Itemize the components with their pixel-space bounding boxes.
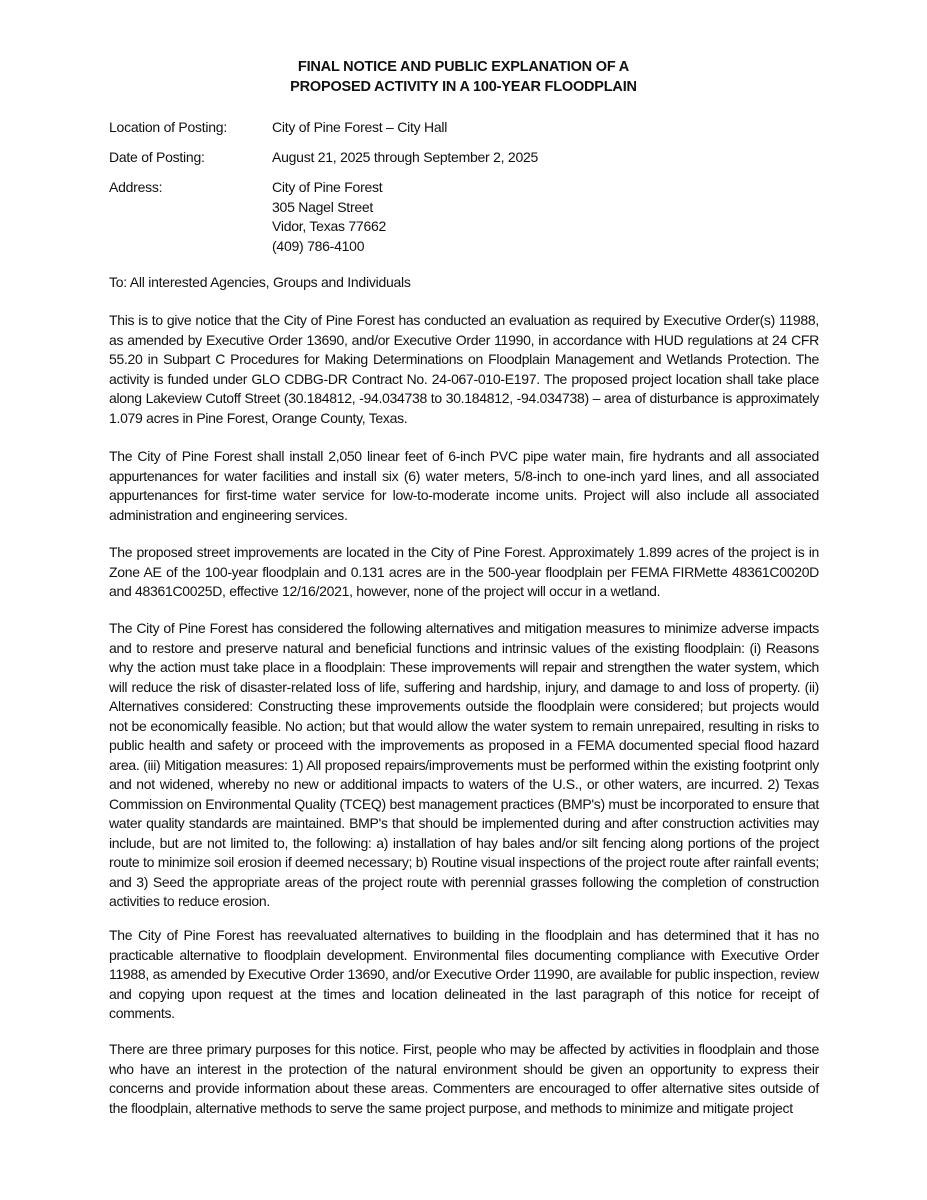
paragraph-evaluation: This is to give notice that the City of Pine Forest has conducted an evaluation as required by Executive Order(s) 11988, as amended by Executive Order 13690, and/or Executive Order 11990, in accordance with HUD regulations at 24 CFR 55.20 in Subpart C Procedures for Making Determinations on Floodplain Management and Wetlands Protection. The activity is funded under GLO CDBG-DR Contract No. 24-067-010-E197. The proposed project location shall take place along Lakeview Cutoff Street (30.184812, -94.034738 to 30.184812, -94.034738) – area of disturbance is approximately 1.079 acres in Pine Forest, Orange County, Texas. <box>109 312 819 426</box>
address-line-city: Vidor, Texas 77662 <box>272 218 387 234</box>
location-label: Location of Posting: <box>109 119 227 135</box>
paragraph-reevaluation: The City of Pine Forest has reevaluated alternatives to building in the floodplain and has determined that it has no practicable alternative to floodplain development. Environmental files documenting compliance with Executive Order 11988, as amended by Executive Order 13690, and/or Executive Order 11990, are available for public inspection, review and copying upon request at the times and location delineated in the last paragraph of this notice for receipt of comments. <box>109 927 819 1021</box>
recipients-line: To: All interested Agencies, Groups and Individuals <box>109 274 411 290</box>
paragraph-floodplain-location: The proposed street improvements are located in the City of Pine Forest. Approximately 1.899 acres of the project is in Zone AE of the 100-year floodplain and 0.131 acres are in the 500-year floodplain per FEMA FIRMette 48361C0020D and 48361C0025D, effective 12/16/2021, however, none of the project will occur in a wetland. <box>109 544 819 599</box>
address-block <box>272 178 832 256</box>
location-value: City of Pine Forest – City Hall <box>272 119 448 135</box>
address-label: Address: <box>109 179 163 195</box>
paragraph-purposes: There are three primary purposes for this notice. First, people who may be affected by activities in floodplain and those who have an interest in the protection of the natural environment should be given an opportunity to express their concerns and provide information about these areas. Commenters are encouraged to offer alternative sites outside of the floodplain, alternative methods to serve the same project purpose, and methods to minimize and mitigate project <box>109 1041 819 1116</box>
address-line-street: 305 Nagel Street <box>272 198 374 215</box>
notice-title-line-1: FINAL NOTICE AND PUBLIC EXPLANATION OF A <box>297 59 630 75</box>
paragraph-project-scope: The City of Pine Forest shall install 2,050 linear feet of 6-inch PVC pipe water main, fire hydrants and all associated appurtenances for water facilities and install six (6) water meters, 5/8-inch to one-inch yard lines, and all associated appurtenances for first-time water service for low-to-moderate income units. Project will also include all associated administration and engineering services. <box>109 448 819 523</box>
date-label: Date of Posting: <box>109 149 205 165</box>
address-line-phone: (409) 786-4100 <box>272 237 365 254</box>
date-value: August 21, 2025 through September 2, 2025 <box>272 149 539 165</box>
paragraph-alternatives-mitigation: The City of Pine Forest has considered the following alternatives and mitigation measures to minimize adverse impacts and to restore and preserve natural and beneficial functions and intrinsic values of the existing floodplain: (i) Reasons why the action must take place in a floodplain: These improvements will repair and strengthen the water system, which will reduce the risk of disaster-related loss of life, suffering and hardship, injury, and damage to and loss of property. (ii) Alternatives considered: Constructing these improvements outside the floodplain were considered; but projects would not be economically feasible. No action; but that would allow the water system to remain unrepaired, resulting in risks to public health and safety or proceed with the improvements as proposed in a FEMA documented special flood hazard area. (iii) Mitigation measures: 1) All proposed repairs/improvements must be performed within the existing footprint only and not widened, whereby no new or additional impacts to waters of the U.S., or other waters, are incurred. 2) Texas Commission on Environmental Quality (TCEQ) best management practices (BMP's) must be incorporated to ensure that water quality standards are maintained. BMP's that should be implemented during and after construction activities may include, but are not limited to, the following: a) installation of hay bales and/or silt fencing along portions of the project route to minimize soil erosion if deemed necessary; b) Routine visual inspections of the project route after rainfall events; and 3) Seed the appropriate areas of the project route with perennial grasses following the completion of construction activities to reduce erosion. <box>109 620 819 909</box>
address-line-name: City of Pine Forest <box>272 179 383 195</box>
notice-title-line-2: PROPOSED ACTIVITY IN A 100-YEAR FLOODPLAIN <box>290 79 637 95</box>
